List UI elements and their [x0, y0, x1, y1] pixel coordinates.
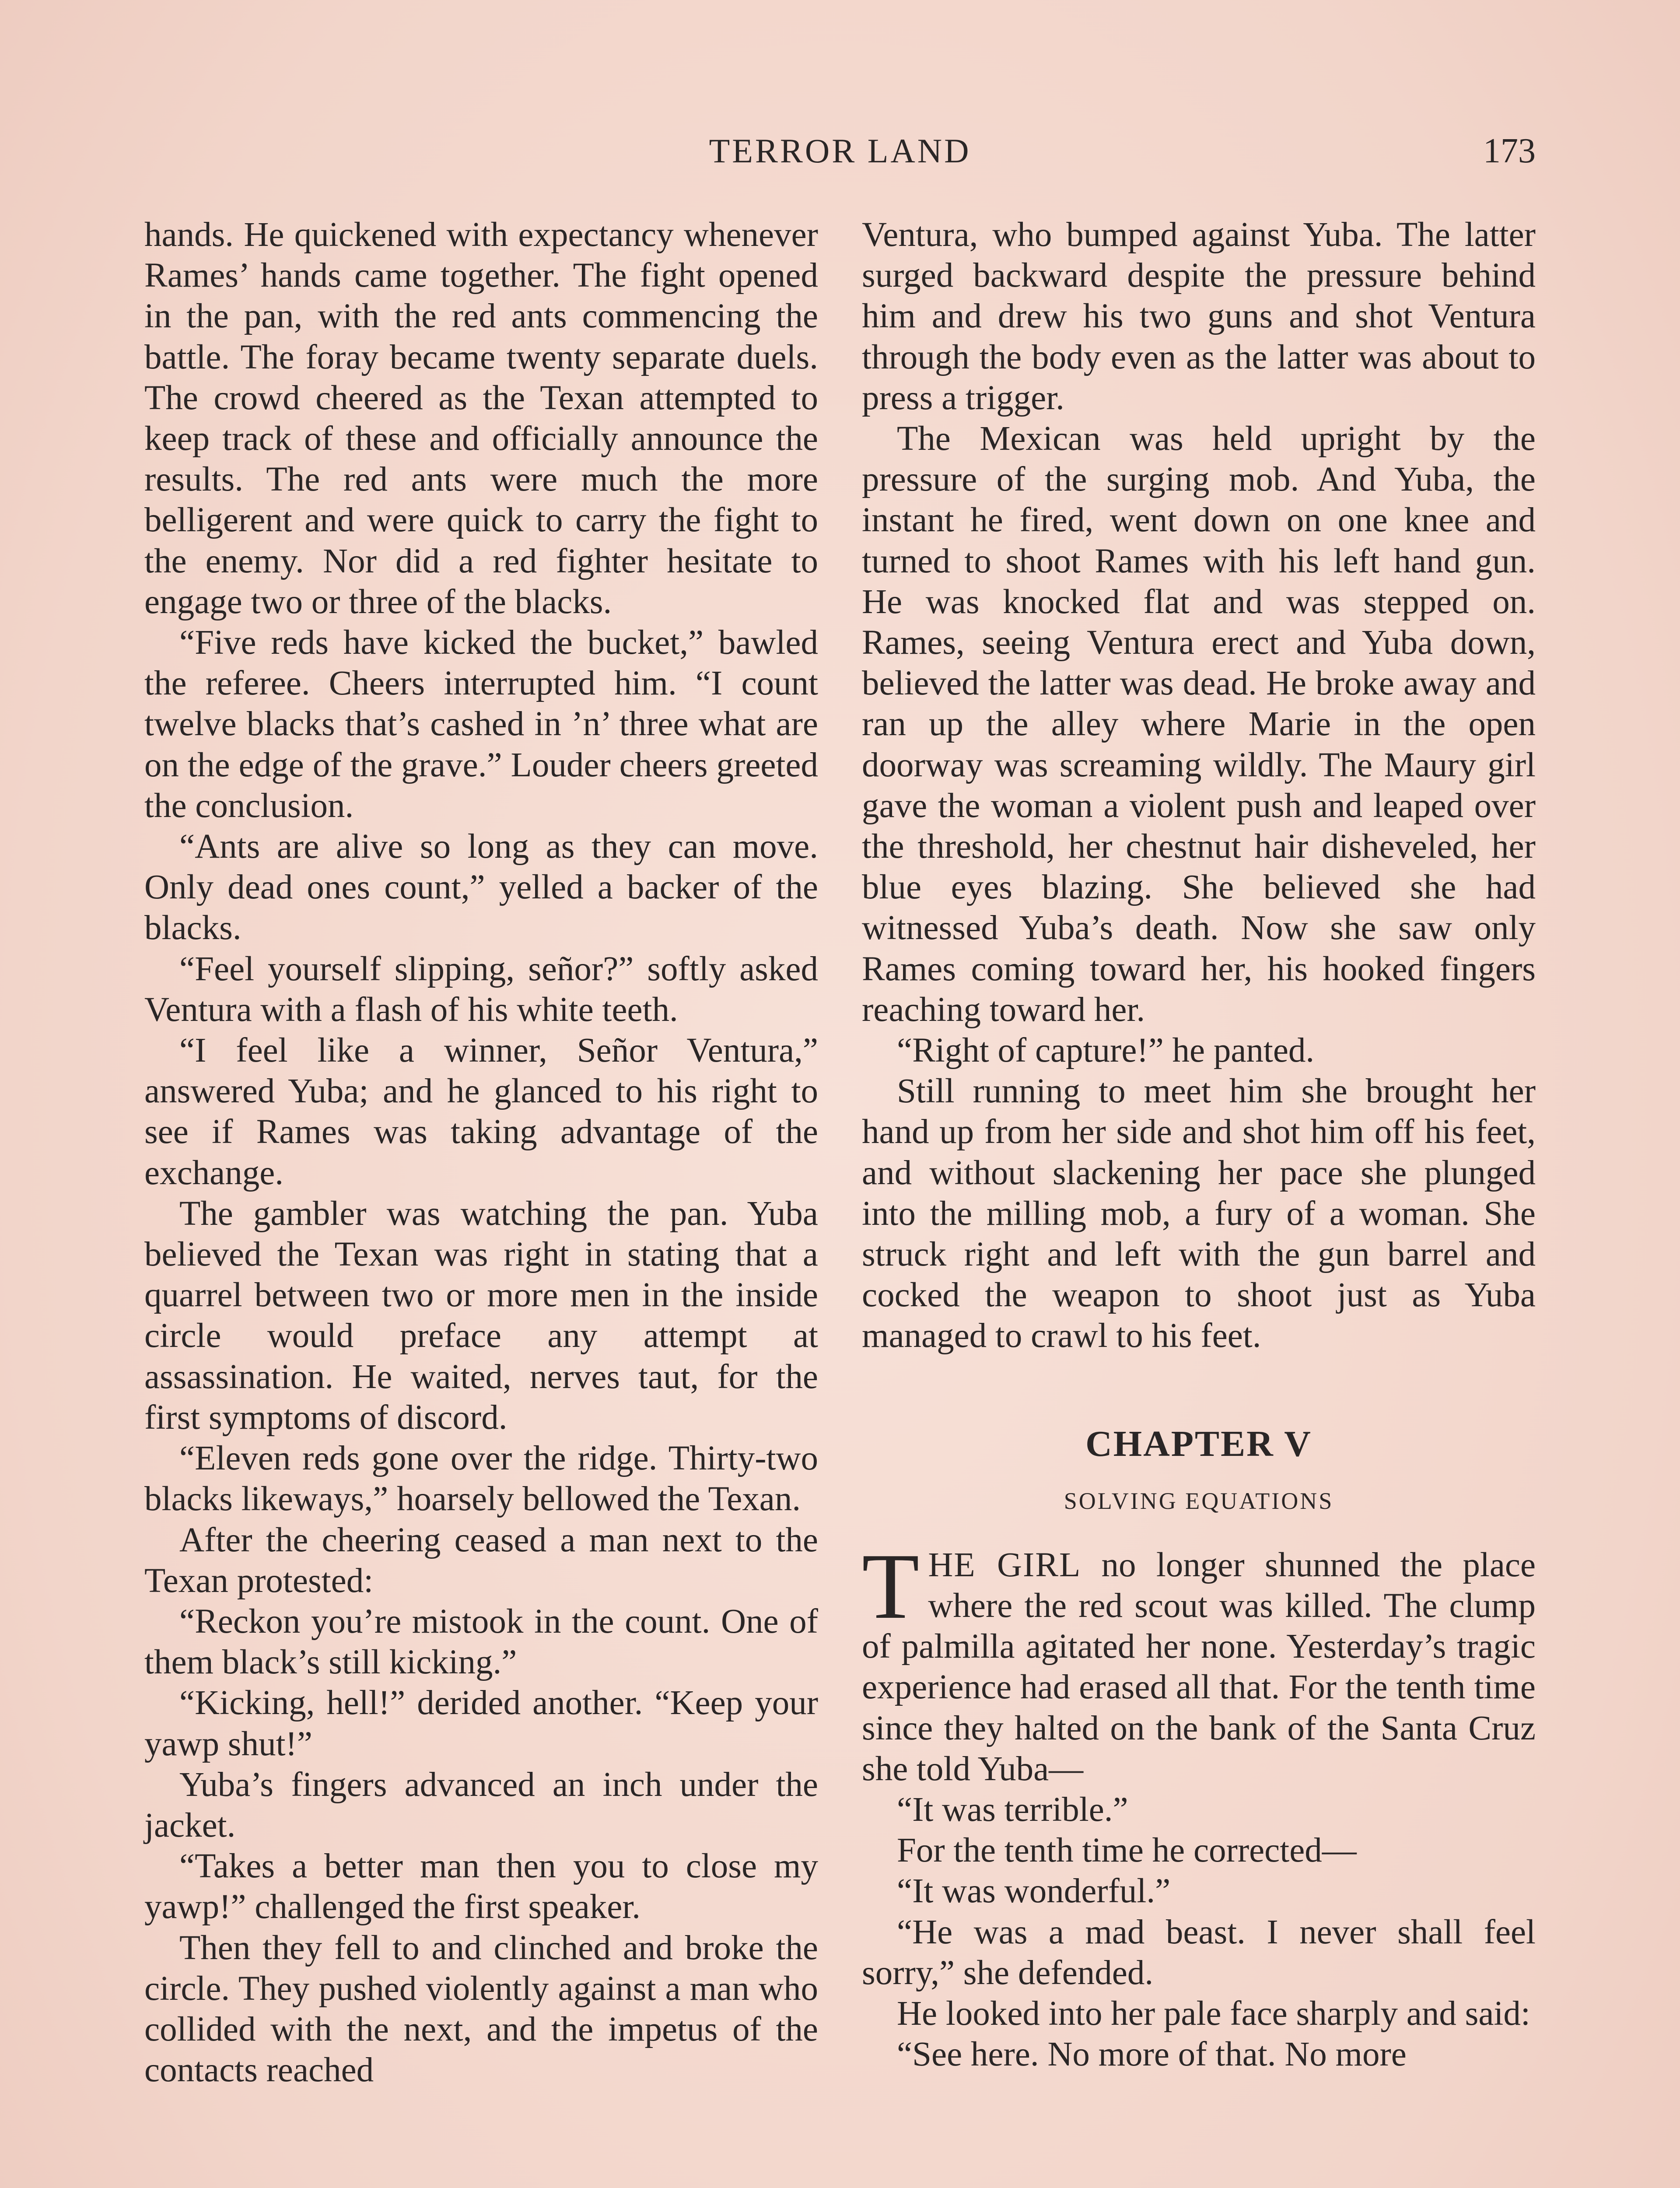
paragraph-text: no longer shunned the place where the red scout was killed. The clump of palmilla agitated her none. Yesterday’s tragic experience had erased all that. For the tenth time since they halted on the bank of the Santa Cruz she told Yuba—: [862, 1546, 1536, 1788]
paragraph: Ventura, who bumped against Yuba. The latter surged backward despite the pressure behind him and drew his two guns and shot Ventura through the body even as the latter was about to press a trigger.: [862, 216, 1536, 417]
paragraph: Yuba’s fingers advanced an inch under the jacket.: [144, 1765, 818, 1844]
paragraph: For the tenth time he corrected—: [897, 1831, 1357, 1870]
paragraph: “Takes a better man then you to close my yawp!” challenged the first speaker.: [144, 1847, 818, 1926]
paragraph: After the cheering ceased a man next to the Texan protested:: [144, 1521, 818, 1600]
paragraph: Still running to meet him she brought her hand up from her side and shot him off his feet, and without slackening her pace she plunged into the milling mob, a fury of a woman. She struck right and left with the gun barrel and cocked the weapon to shoot just as Yuba managed to crawl to his feet.: [862, 1072, 1536, 1355]
drop-cap: T: [862, 1533, 920, 1638]
chapter-title: CHAPTER V: [1085, 1423, 1312, 1464]
page-header: [144, 131, 1536, 179]
lead-words: HE GIRL: [928, 1546, 1082, 1584]
paragraph: “It was wonderful.”: [897, 1872, 1171, 1911]
paragraph: “See here. No more of that. No more: [897, 2035, 1407, 2074]
chapter-subtitle: SOLVING EQUATIONS: [1064, 1487, 1334, 1514]
running-title: TERROR LAND: [709, 132, 971, 170]
paragraph: “Right of capture!” he panted.: [897, 1031, 1315, 1070]
paragraph: “Five reds have kicked the bucket,” bawled the referee. Cheers interrupted him. “I count twelve blacks that’s cashed in ’n’ three what are on the edge of the grave.” Louder cheers greeted the conclusion.: [144, 624, 818, 825]
paragraph: The Mexican was held upright by the pressure of the surging mob. And Yuba, the instant he fired, went down on one knee and turned to shoot Rames with his left hand gun. He was knocked flat and was stepped on. Rames, seeing Ventura erect and Yuba down, believed the latter was dead. He broke away and ran up the alley where Marie in the open doorway was screaming wildly. The Maury girl gave the woman a violent push and leaped over the threshold, her chestnut hair disheveled, her blue eyes blazing. She believed she had witnessed Yuba’s death. Now she saw only Rames coming toward her, his hooked fingers reaching toward her.: [862, 420, 1536, 1029]
chapter-opening-paragraph: [862, 1533, 1536, 1789]
paragraph: “Reckon you’re mistook in the count. One of them black’s still kicking.”: [144, 1602, 818, 1682]
paragraph: “Kicking, hell!” derided another. “Keep your yawp shut!”: [144, 1684, 818, 1763]
paragraph: hands. He quickened with expectancy whenever Rames’ hands came together. The fight opened in the pan, with the red ants commencing the battle. The foray became twenty separate duels. The crowd cheered as the Texan attempted to keep track of these and officially announce the results. The red ants were much the more belligerent and were quick to carry the fight to the enemy. Nor did a red fighter hesitate to engage two or three of the blacks.: [144, 216, 818, 621]
paragraph: Then they fell to and clinched and broke the circle. They pushed violently against a man who collided with the next, and the impetus of the contacts reached: [144, 1929, 818, 2090]
paragraph: “Eleven reds gone over the ridge. Thirty-two blacks likeways,” hoarsely bellowed the Texan.: [144, 1439, 818, 1518]
paragraph: “I feel like a winner, Señor Ventura,” answered Yuba; and he glanced to his right to see if Rames was taking advantage of the exchange.: [144, 1031, 818, 1192]
left-column: [144, 214, 818, 2090]
page-number: 173: [1483, 132, 1536, 170]
paragraph: He looked into her pale face sharply and said:: [897, 1994, 1530, 2033]
paragraph: “Ants are alive so long as they can move. Only dead ones count,” yelled a backer of the blacks.: [144, 828, 818, 947]
right-column: [862, 214, 1536, 2075]
paragraph: “It was terrible.”: [897, 1790, 1128, 1829]
paragraph: “He was a mad beast. I never shall feel sorry,” she defended.: [862, 1913, 1536, 1992]
paragraph: “Feel yourself slipping, señor?” softly asked Ventura with a flash of his white teeth.: [144, 950, 818, 1029]
paragraph: The gambler was watching the pan. Yuba believed the Texan was right in stating that a quarrel between two or more men in the inside circle would preface any attempt at assassination. He waited, nerves taut, for the first symptoms of discord.: [144, 1194, 818, 1437]
